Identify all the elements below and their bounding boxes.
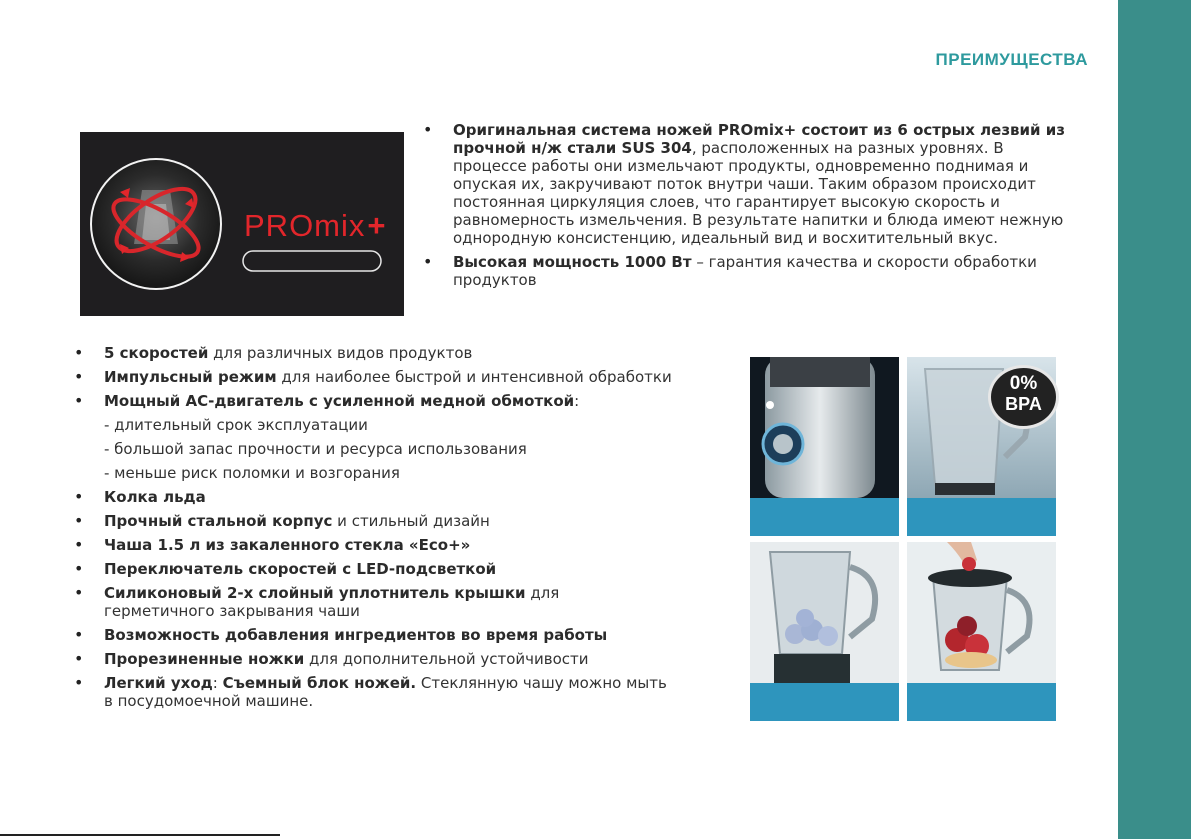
feature-bold: Прорезиненные ножки: [104, 650, 305, 668]
photo-caption-bar: [907, 683, 1056, 721]
feature-text: для наиболее быстрой и интенсивной обработки: [276, 368, 672, 386]
ice-crushing-image: [750, 542, 899, 683]
subitem-text: - большой запас прочности и ресурса использования: [104, 440, 527, 458]
subitem-text: - меньше риск поломки и возгорания: [104, 464, 400, 482]
feature-list: [74, 344, 674, 716]
list-item: [74, 674, 674, 710]
photo-caption-bar: [907, 498, 1056, 536]
photo-caption-bar: [750, 498, 899, 536]
photo-blender-base: [750, 357, 899, 536]
feature-bold: Высокая мощность 1000 Вт: [453, 253, 692, 271]
feature-bold: Мощный АС-двигатель с усиленной медной обмоткой: [104, 392, 575, 410]
feature-bold: Возможность добавления ингредиентов во время работы: [104, 626, 608, 644]
list-item: [74, 536, 674, 554]
feature-text: :: [212, 674, 223, 692]
list-item: [74, 584, 674, 620]
feature-bold: Силиконовый 2-х слойный уплотнитель крышки: [104, 584, 526, 602]
list-subitem: [74, 440, 674, 458]
list-item: [74, 392, 674, 410]
footer-rule: [0, 834, 280, 836]
brand-name: PROmix: [244, 208, 366, 243]
feature-text: и стильный дизайн: [332, 512, 490, 530]
feature-bold: Прочный стальной корпус: [104, 512, 333, 530]
feature-bold: Чаша 1.5 л из закаленного стекла «Eco+»: [104, 536, 471, 554]
feature-bold: Колка льда: [104, 488, 206, 506]
top-feature-list: [423, 121, 1073, 295]
badge-label: BPA: [1005, 394, 1042, 414]
promix-logo-text: [244, 208, 387, 244]
photo-caption-bar: [750, 683, 899, 721]
page-title: ПРЕИМУЩЕСТВА: [935, 50, 1088, 69]
list-item: [74, 344, 674, 362]
list-item: [423, 121, 1073, 247]
list-subitem: [74, 416, 674, 434]
list-item: [74, 368, 674, 386]
feature-text: для различных видов продуктов: [208, 344, 473, 362]
adding-ingredients-image: [907, 542, 1056, 683]
feature-bold: Оригинальная система ножей PROmix+ состоит из 6 острых лезвий из прочной н/ж стали SUS 304: [453, 121, 1065, 157]
feature-text: – гарантия качества и скорости обработки продуктов: [453, 253, 1037, 289]
feature-text: для герметичного закрывания чаши: [104, 584, 560, 620]
brand-plus: +: [367, 208, 387, 243]
photo-adding-ingredients: [907, 542, 1056, 721]
photo-ice-crushing: [750, 542, 899, 721]
bpa-free-badge: [988, 365, 1059, 429]
list-item: [74, 626, 674, 644]
feature-bold-2: Съемный блок ножей.: [222, 674, 417, 692]
list-item: [74, 512, 674, 530]
feature-bold: Импульсный режим: [104, 368, 277, 386]
list-item: [74, 650, 674, 668]
feature-bold: 5 скоростей: [104, 344, 209, 362]
feature-text: для дополнительной устойчивости: [304, 650, 589, 668]
list-item: [423, 253, 1073, 289]
list-subitem: [74, 464, 674, 482]
feature-bold: Легкий уход: [104, 674, 213, 692]
list-item: [74, 560, 674, 578]
blender-base-image: [750, 357, 899, 498]
list-item: [74, 488, 674, 506]
feature-text: :: [574, 392, 580, 410]
badge-percent: 0%: [1009, 373, 1038, 394]
subitem-text: - длительный срок эксплуатации: [104, 416, 368, 434]
feature-bold: Переключатель скоростей с LED-подсветкой: [104, 560, 497, 578]
right-sidebar-band: [1118, 0, 1191, 839]
feature-text-2: Стеклянную чашу можно мыть в посудомоечной машине.: [104, 674, 667, 710]
feature-text: , расположенных на разных уровнях. В процессе работы они измельчают продукты, одновременно поднимая и опуская их, закручивают поток внутри чаши. Таким образом происходит постоянная циркуляция слоев, что гарантирует высокую скорость и равномерность измельчения. В результате напитки и блюда имеют нежную однородную консистенцию, идеальный вид и восхитительный вкус.: [453, 139, 1064, 247]
